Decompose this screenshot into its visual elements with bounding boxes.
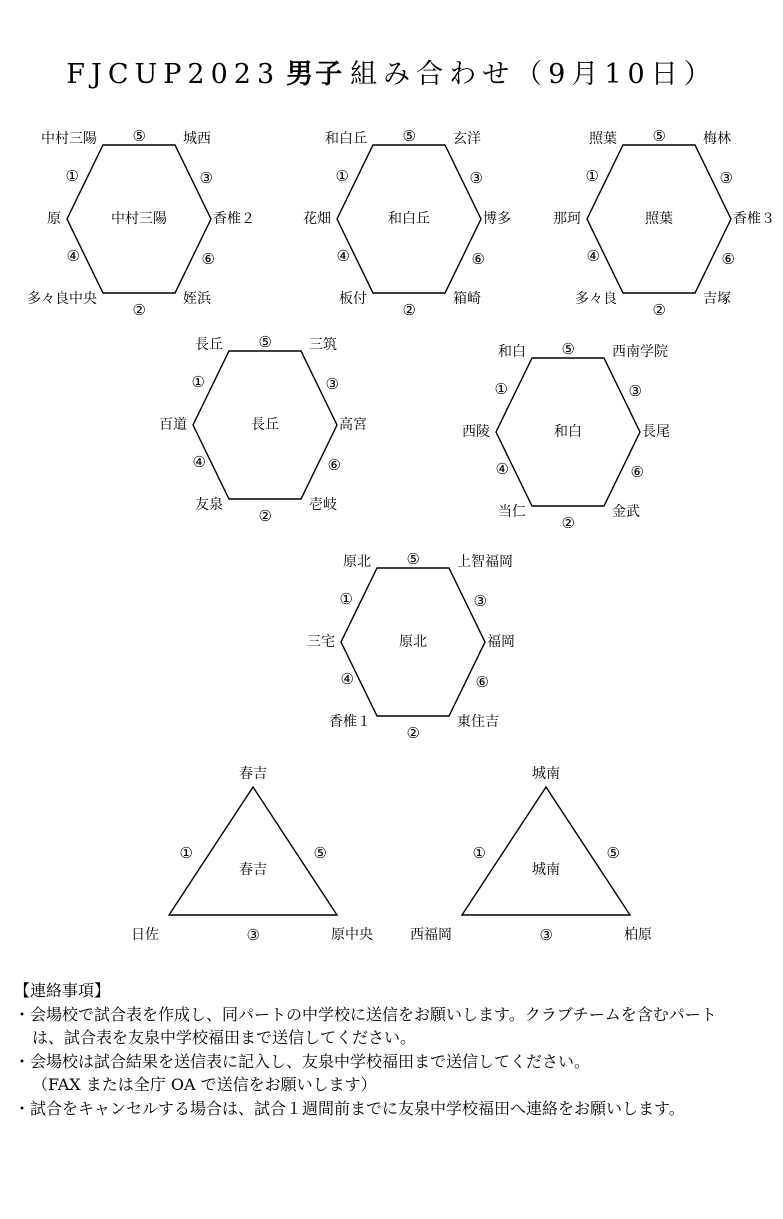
team-name: 原中央 [331, 927, 373, 943]
match-number: ④ [66, 247, 80, 265]
match-number: ① [339, 590, 353, 608]
team-name: 春吉 [239, 766, 267, 782]
match-number: ⑥ [475, 673, 489, 691]
group-host: 原北 [399, 634, 427, 650]
team-name: 西福岡 [410, 927, 452, 943]
notes-line: は、試合表を友泉中学校福田まで送信してください。 [32, 1028, 417, 1047]
group-host: 照葉 [645, 211, 673, 227]
team-name: 日佐 [131, 927, 159, 943]
match-number: ② [132, 301, 146, 319]
match-number: ① [191, 373, 205, 391]
team-name: 香椎２ [213, 211, 255, 227]
team-name: 吉塚 [703, 291, 731, 307]
notes-line: ・会場校は試合結果を送信表に記入し、友泉中学校福田まで送信してください。 [14, 1051, 591, 1071]
match-number: ⑤ [606, 844, 620, 862]
team-name: 西南学院 [612, 344, 668, 360]
team-name: 東住吉 [457, 714, 499, 730]
group-host: 長丘 [251, 417, 279, 433]
team-name: 板付 [339, 291, 367, 307]
team-name: 三宅 [307, 634, 335, 650]
team-name: 花畑 [303, 211, 331, 227]
match-number: ⑥ [201, 250, 215, 268]
match-number: ① [472, 844, 486, 862]
match-number: ③ [199, 169, 213, 187]
match-number: ⑤ [406, 550, 420, 568]
title-prefix: FJCUP2023 [66, 59, 281, 90]
match-number: ③ [246, 926, 260, 944]
notes-line: ・試合をキャンセルする場合は、試合１週間前までに友泉中学校福田へ連絡をお願いします。 [14, 1098, 685, 1118]
match-number: ② [561, 514, 575, 532]
match-number: ④ [586, 247, 600, 265]
team-name: 姪浜 [183, 291, 211, 307]
match-number: ① [335, 167, 349, 185]
match-number: ③ [473, 592, 487, 610]
team-name: 中村三陽 [41, 131, 97, 147]
match-number: ① [585, 167, 599, 185]
team-name: 照葉 [589, 131, 617, 147]
team-name: 西陵 [462, 424, 490, 440]
match-number: ① [179, 844, 193, 862]
team-name: 和白丘 [325, 131, 367, 147]
match-number: ⑤ [652, 127, 666, 145]
team-name: 上智福岡 [457, 554, 513, 570]
team-name: 城南 [532, 766, 560, 782]
match-number: ② [258, 507, 272, 525]
match-number: ④ [336, 247, 350, 265]
group-triangle [169, 787, 337, 915]
group-host: 和白 [554, 424, 582, 440]
team-name: 原北 [343, 554, 371, 570]
match-number: ⑥ [721, 250, 735, 268]
team-name: 博多 [483, 211, 511, 227]
match-number: ⑤ [258, 333, 272, 351]
team-name: 三筑 [309, 337, 337, 353]
match-number: ③ [719, 169, 733, 187]
match-number: ② [402, 301, 416, 319]
match-number: ④ [495, 460, 509, 478]
match-number: ⑤ [402, 127, 416, 145]
group-host: 春吉 [239, 862, 267, 878]
team-name: 柏原 [624, 927, 652, 943]
match-number: ⑥ [630, 463, 644, 481]
match-number: ② [652, 301, 666, 319]
notes-section [14, 979, 783, 1120]
team-name: 当仁 [498, 504, 526, 520]
team-name: 多々良 [575, 291, 617, 307]
team-name: 壱岐 [309, 497, 337, 513]
notes-heading: 【連絡事項】 [14, 981, 111, 1000]
team-name: 多々良中央 [27, 291, 97, 307]
team-name: 和白 [498, 344, 526, 360]
group-host: 中村三陽 [111, 211, 167, 227]
match-number: ⑤ [561, 340, 575, 358]
notes-line: ・会場校で試合表を作成し、同パートの中学校に送信をお願いします。クラブチームを含むパート [14, 1004, 717, 1024]
team-name: 百道 [159, 417, 187, 433]
team-name: 那珂 [553, 211, 581, 227]
title-gender: 男子 [286, 59, 345, 90]
match-number: ① [494, 380, 508, 398]
match-number: ④ [340, 670, 354, 688]
title-suffix: 組み合わせ（9月10日） [350, 59, 717, 90]
notes-line: （FAX または全庁 OA で送信をお願いします） [32, 1075, 377, 1094]
team-name: 友泉 [195, 497, 223, 513]
match-number: ② [406, 724, 420, 742]
team-name: 長尾 [642, 424, 670, 440]
team-name: 長丘 [195, 337, 223, 353]
match-number: ③ [539, 926, 553, 944]
group-triangle [462, 787, 630, 915]
match-number: ④ [192, 453, 206, 471]
team-name: 城西 [183, 131, 211, 147]
team-name: 金武 [612, 504, 640, 520]
team-name: 香椎１ [329, 714, 371, 730]
team-name: 箱崎 [453, 291, 481, 307]
team-name: 福岡 [487, 634, 515, 650]
team-name: 高宮 [339, 417, 367, 433]
match-number: ① [65, 167, 79, 185]
match-number: ⑤ [132, 127, 146, 145]
team-name: 原 [47, 211, 61, 227]
match-number: ⑤ [313, 844, 327, 862]
team-name: 香椎３ [733, 211, 775, 227]
match-number: ③ [469, 169, 483, 187]
team-name: 玄洋 [453, 131, 481, 147]
group-host: 城南 [532, 862, 560, 878]
team-name: 梅林 [703, 131, 731, 147]
match-number: ⑥ [327, 456, 341, 474]
match-number: ③ [628, 382, 642, 400]
match-number: ③ [325, 375, 339, 393]
match-number: ⑥ [471, 250, 485, 268]
group-host: 和白丘 [388, 211, 430, 227]
